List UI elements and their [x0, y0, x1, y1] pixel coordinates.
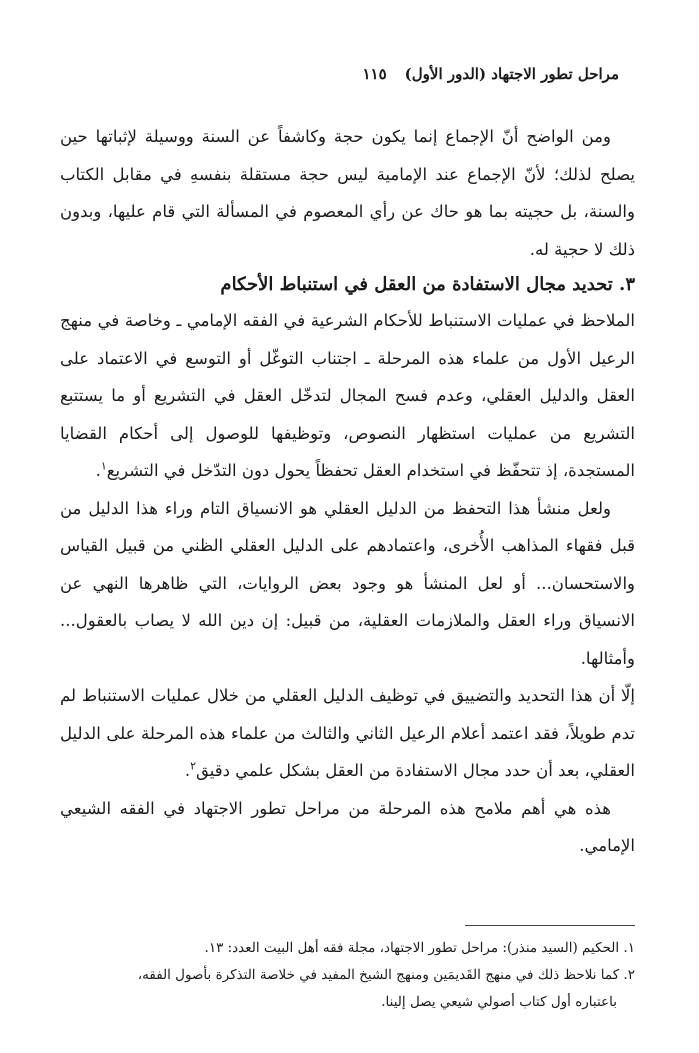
footnote-ref-1[interactable]: ١ — [100, 459, 107, 473]
footnote-1: ١. الحكيم (السيد منذر): مراحل تطور الاجتهاد، مجلة فقه أهل البيت العدد: ١٣. — [204, 940, 635, 956]
footnotes — [60, 935, 635, 1016]
header-title: مراحل تطور الاجتهاد (الدور الأول) — [404, 65, 619, 83]
paragraph-reason-limits: الملاحظ في عمليات الاستنباط للأحكام الشرعية في الفقه الإمامي ـ وخاصة في منهج الرعيل الأول من علماء هذه المرحلة ـ اجتناب التوغّل أو التوسع في الاعتماد على العقل والدليل العقلي، وعدم فسح المجال لتدخّل العقل في التشريع أو ما يستتبع التشريع من عمليات استظهار النصوص، وتوظيفها للوصول إلى أحكام القضايا المستجدة، إذ تتحفّظ في استخدام العقل تحفظاً يحول دون التدّخل في التشريع$^١$. — [60, 311, 635, 480]
footnote-divider — [465, 925, 635, 926]
main-text — [60, 118, 635, 865]
page-number: ١١٥ — [362, 65, 387, 83]
footnote-2: ٢. كما نلاحظ ذلك في منهج القَديمَين ومنهج الشيخ المفيد في خلاصة التذكرة بأصول الفقه، — [137, 967, 635, 983]
section-heading: ٣. تحديد مجال الاستفادة من العقل في استنباط الأحكام — [220, 274, 635, 295]
running-header — [79, 62, 619, 86]
footnote-2-continuation: باعتباره أول كتاب أصولي شيعي يصل إلينا. — [381, 994, 617, 1010]
paragraph-later-scholars-text: إلّا أن هذا التحديد والتضييق في توظيف الدليل العقلي من خلال عمليات الاستنباط لم تدم طويلاً، فقد اعتمد أعلام الرعيل الثاني والثالث من علماء هذه المرحلة على الدليل العقلي، بعد أن حدد مجال الاستفادة من العقل بشكل علمي دقيق — [60, 686, 635, 780]
footnote-ref-2[interactable]: ٢ — [190, 759, 196, 773]
paragraph-reason-limits-text: الملاحظ في عمليات الاستنباط للأحكام الشرعية في الفقه الإمامي ـ وخاصة في منهج الرعيل الأول من علماء هذه المرحلة ـ اجتناب التوغّل أو التوسع في الاعتماد على العقل والدليل العقلي، وعدم فسح المجال لتدخّل العقل في التشريع أو ما يستتبع التشريع من عمليات استظهار النصوص، وتوظيفها للوصول إلى أحكام القضايا المستجدة، إذ تتحفّظ في استخدام العقل تحفظاً يحول دون التدّخل في التشريع — [60, 311, 635, 480]
paragraph-later-scholars: إلّا أن هذا التحديد والتضييق في توظيف الدليل العقلي من خلال عمليات الاستنباط لم تدم طويلاً، فقد اعتمد أعلام الرعيل الثاني والثالث من علماء هذه المرحلة على الدليل العقلي، بعد أن حدد مجال الاستفادة من العقل بشكل علمي دقيق$^٢$. — [60, 686, 635, 780]
paragraph-ijma: ومن الواضح أنّ الإجماع إنما يكون حجة وكاشفاً عن السنة ووسيلة لإثباتها حين يصلح لذلك؛ لأنّ الإجماع عند الإمامية ليس حجة مستقلة بنفسهِ في مقابل الكتاب والسنة، بل حجيته بما هو حاك عن رأي المعصوم في المسألة التي قام عليها، وبدون ذلك لا حجية له. — [60, 127, 635, 259]
paragraph-origin-caution: ولعل منشأ هذا التحفظ من الدليل العقلي هو الانسياق التام وراء هذا الدليل من قبل فقهاء المذاهب الأُخرى، واعتمادهم على الدليل العقلي الظني من قبيل القياس والاستحسان... أو لعل المنشأ هو وجود بعض الروايات، التي ظاهرها النهي عن الانسياق وراء العقل والملازمات العقلية، من قبيل: إن دين الله لا يصاب بالعقول... وأمثالها. — [60, 498, 635, 668]
paragraph-summary: هذه هي أهم ملامح هذه المرحلة من مراحل تطور الاجتهاد في الفقه الشيعي الإمامي. — [60, 798, 635, 855]
